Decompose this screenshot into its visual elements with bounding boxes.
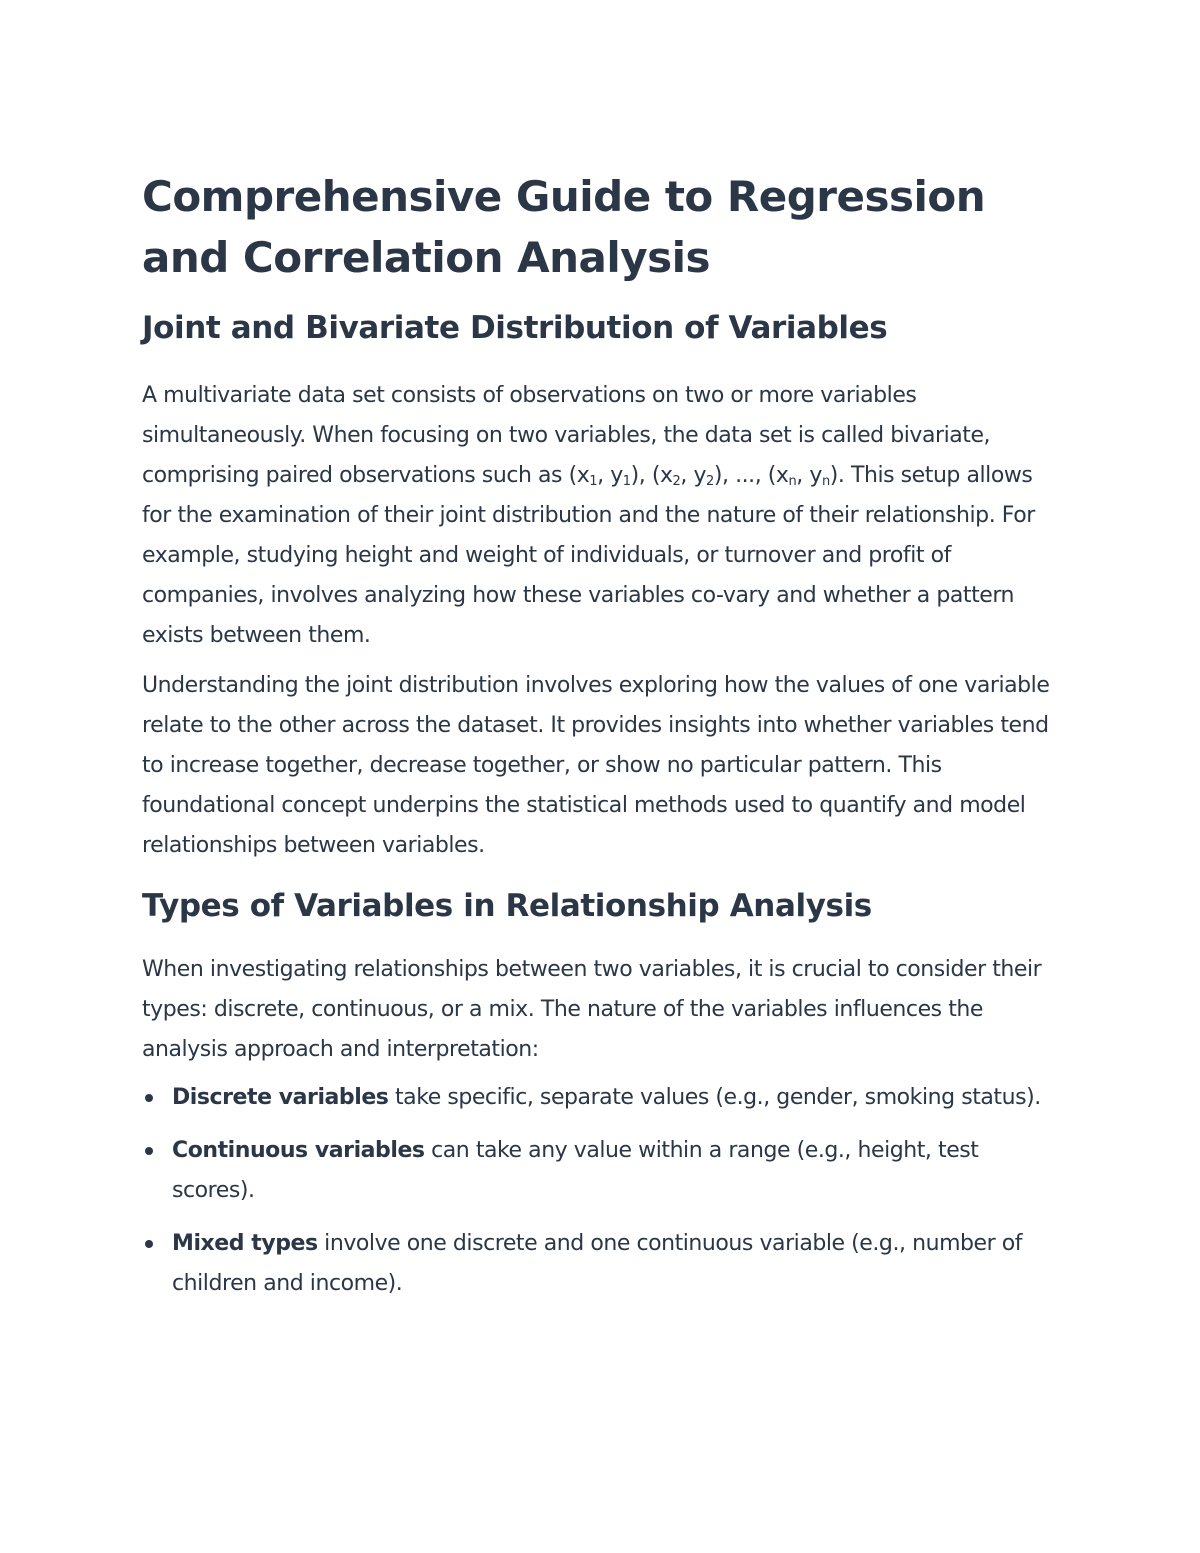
para1-text: ), ..., (x xyxy=(713,463,789,488)
para1-text: , y xyxy=(796,463,822,488)
paragraph-multivariate xyxy=(142,376,1067,656)
para1-text: , y xyxy=(680,463,707,488)
section-heading-joint-distribution: Joint and Bivariate Distribution of Variables xyxy=(142,310,888,346)
variable-types-list xyxy=(142,1078,1067,1304)
list-item-term: Mixed types xyxy=(172,1231,318,1256)
bullet-icon xyxy=(145,1094,153,1102)
list-item-text: can take any value within a range (e.g., height, test scores). xyxy=(172,1138,979,1203)
list-item xyxy=(142,1078,1067,1118)
list-item-term: Discrete variables xyxy=(172,1085,389,1110)
paragraph-joint-distribution: Understanding the joint distribution involves exploring how the values of one variable relate to the other across the dataset. It provides insights into whether variables tend to increase together, decrease together, or show no particular pattern. This foundational concept underpins the statistical methods used to quantify and model relationships between variables. xyxy=(142,673,1050,858)
subscript: 2 xyxy=(672,474,681,489)
para1-text: , y xyxy=(597,463,623,488)
para1-text-start: A multivariate data set consists of observations on two or more variables simultaneously. When focusing on two variables, the data set is called bivariate, comprising paired observations such as (x xyxy=(142,383,991,488)
list-item xyxy=(142,1224,1067,1304)
subscript: 1 xyxy=(622,474,631,489)
list-item xyxy=(142,1131,1067,1211)
subscript: n xyxy=(788,474,797,489)
para1-text-end: ). This setup allows for the examination of their joint distribution and the nature of their relationship. For example, studying height and weight of individuals, or turnover and profit of companies, involves analyzing how these variables co-vary and whether a pattern exists between them. xyxy=(142,463,1035,648)
bullet-icon xyxy=(145,1147,153,1155)
list-item-text: take specific, separate values (e.g., gender, smoking status). xyxy=(388,1085,1041,1110)
subscript: 2 xyxy=(706,474,714,489)
list-item-text: involve one discrete and one continuous variable (e.g., number of children and income). xyxy=(172,1231,1023,1296)
subscript: n xyxy=(821,474,830,489)
list-item-term: Continuous variables xyxy=(172,1138,425,1163)
page-title: Comprehensive Guide to Regression and Correlation Analysis xyxy=(142,172,986,282)
bullet-icon xyxy=(145,1240,153,1248)
section-heading-variable-types: Types of Variables in Relationship Analysis xyxy=(142,888,872,924)
para1-text: ), (x xyxy=(630,463,673,488)
document-page xyxy=(142,166,1067,1317)
paragraph-variable-types-intro: When investigating relationships between two variables, it is crucial to consider their types: discrete, continuous, or a mix. The nature of the variables influences the analysis approach and interpretation: xyxy=(142,957,1042,1062)
subscript: 1 xyxy=(589,474,598,489)
